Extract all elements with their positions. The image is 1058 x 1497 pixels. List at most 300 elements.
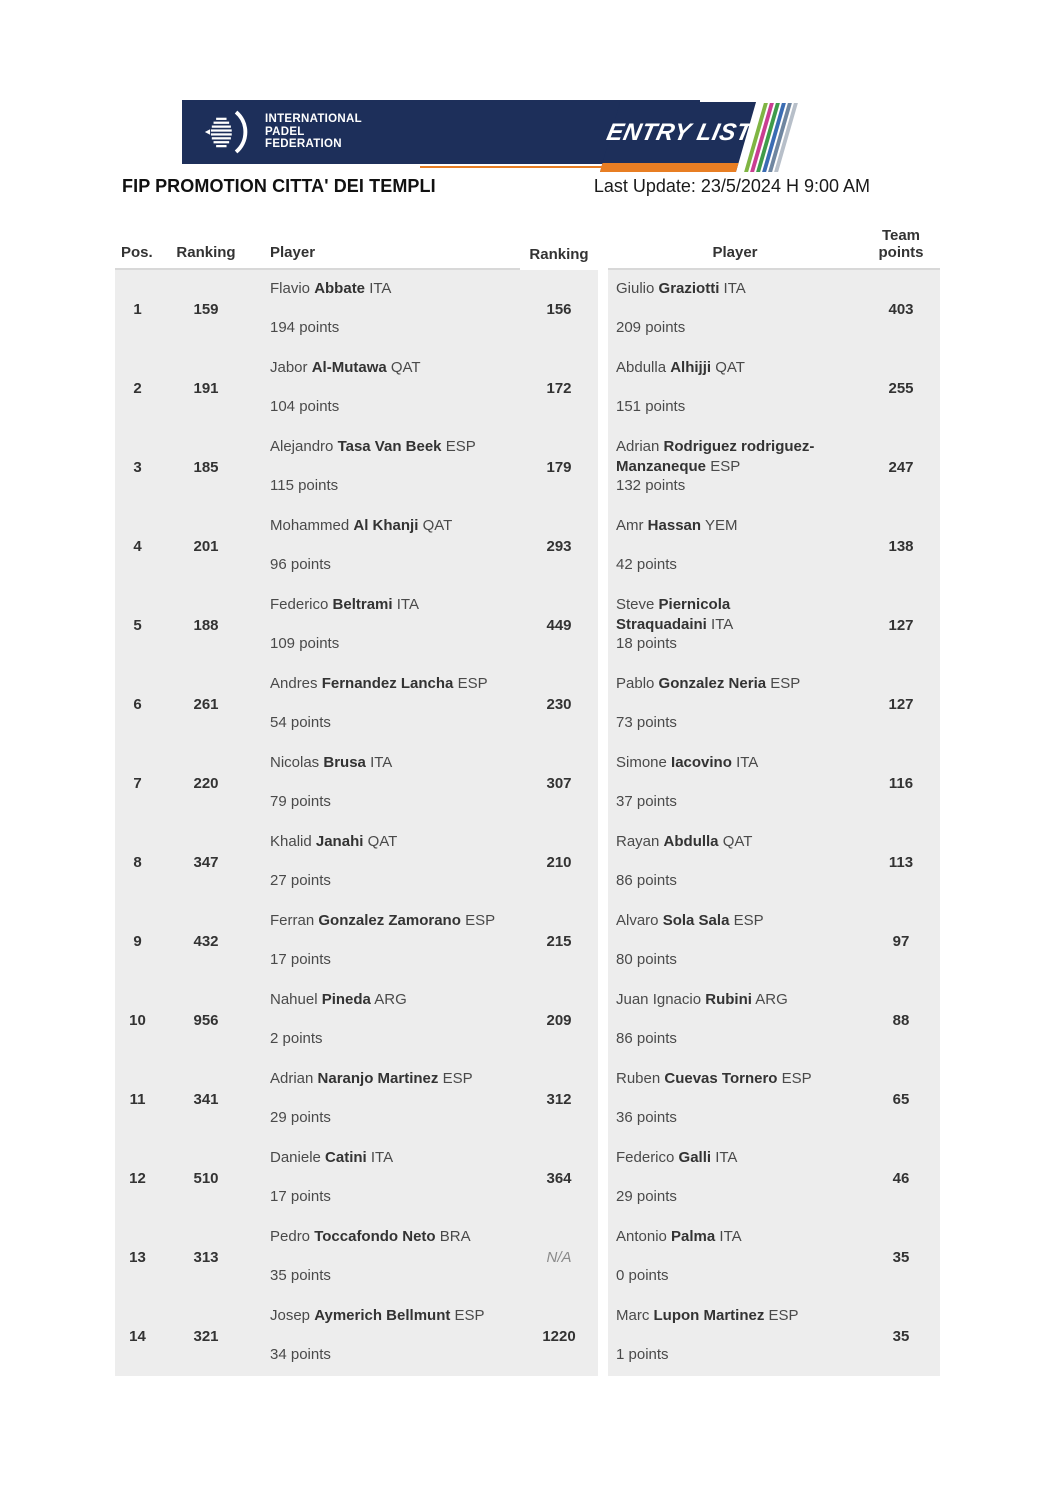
ranking-cell-left: [160, 507, 252, 586]
position-value: 2: [133, 380, 142, 397]
ranking-cell-left: [160, 1218, 252, 1297]
first-name: Ruben: [616, 1070, 661, 1087]
player-name-right: [616, 595, 821, 635]
ranking-value-left: 510: [193, 1170, 219, 1187]
player-cell-right: [608, 1139, 862, 1218]
position-cell: [115, 428, 160, 507]
last-name: Alhijji: [670, 359, 712, 376]
country-code: ITA: [396, 596, 419, 613]
last-name: Abbate: [314, 280, 366, 297]
country-code: ARG: [755, 991, 788, 1008]
ranking-cell-left: [160, 665, 252, 744]
table-row: [115, 1139, 940, 1218]
team-points-value: 35: [892, 1328, 910, 1345]
player-name-right: [616, 753, 821, 773]
logo-line-3: FEDERATION: [265, 138, 342, 151]
player-cell-left: [252, 744, 520, 823]
country-code: ITA: [723, 280, 746, 297]
player-name-right: [616, 674, 821, 694]
player-points-left: 17 points: [270, 951, 331, 968]
last-name: Janahi: [315, 833, 364, 850]
country-code: QAT: [390, 359, 421, 376]
entry-table: [115, 222, 940, 1376]
last-name: Rubini: [705, 991, 752, 1008]
player-name-left: [270, 279, 512, 299]
team-points-cell: [862, 1060, 940, 1139]
header-pos: Pos.: [115, 222, 160, 270]
page-title: FIP PROMOTION CITTA' DEI TEMPLI: [122, 176, 436, 196]
last-name: Palma: [671, 1228, 716, 1245]
player-points-left: 17 points: [270, 1188, 331, 1205]
position-cell: [115, 586, 160, 665]
player-name-left: [270, 753, 512, 773]
player-cell-right: [608, 665, 862, 744]
team-points-value: 46: [892, 1170, 910, 1187]
table-row: [115, 744, 940, 823]
player-points-right: 86 points: [616, 1030, 677, 1047]
player-name-left: [270, 437, 512, 457]
last-name: Graziotti: [658, 280, 720, 297]
player-cell-right: [608, 1297, 862, 1376]
last-name: Rodriguez rodriguez-Manzaneque: [616, 438, 815, 475]
team-points-value: 35: [892, 1249, 910, 1266]
ranking-value-left: 220: [193, 775, 219, 792]
player-cell-left: [252, 428, 520, 507]
team-points-value: 97: [892, 933, 910, 950]
player-cell-right: [608, 902, 862, 981]
first-name: Alejandro: [270, 438, 334, 455]
position-cell: [115, 1297, 160, 1376]
table-row: [115, 586, 940, 665]
position-value: 10: [129, 1012, 146, 1029]
first-name: Giulio: [616, 280, 655, 297]
ranking-cell-right: [520, 981, 598, 1060]
ranking-cell-right: [520, 507, 598, 586]
team-points-value: 65: [892, 1091, 910, 1108]
last-name: Pineda: [321, 991, 371, 1008]
ranking-value-right: 364: [546, 1170, 572, 1187]
ranking-cell-left: [160, 270, 252, 349]
player-name-left: [270, 1069, 512, 1089]
player-points-left: 35 points: [270, 1267, 331, 1284]
last-name: Tasa Van Beek: [337, 438, 442, 455]
team-points-cell: [862, 744, 940, 823]
first-name: Ferran: [270, 912, 315, 929]
column-gutter: [598, 270, 608, 349]
first-name: Abdulla: [616, 359, 667, 376]
first-name: Flavio: [270, 280, 311, 297]
player-name-left: [270, 990, 512, 1010]
position-cell: [115, 270, 160, 349]
player-name-left: [270, 358, 512, 378]
country-code: ESP: [733, 912, 764, 929]
first-name: Josep: [270, 1307, 311, 1324]
position-cell: [115, 1060, 160, 1139]
team-points-cell: [862, 665, 940, 744]
ranking-value-left: 347: [193, 854, 219, 871]
column-gutter: [598, 744, 608, 823]
ranking-value-right: 172: [546, 380, 572, 397]
country-code: ITA: [719, 1228, 742, 1245]
last-name: Al Khanji: [353, 517, 419, 534]
position-cell: [115, 902, 160, 981]
team-points-value: 116: [888, 775, 914, 792]
banner-underline: [420, 166, 612, 168]
ranking-cell-left: [160, 349, 252, 428]
country-code: ESP: [442, 1070, 473, 1087]
fip-logo-icon: [204, 109, 256, 155]
first-name: Pablo: [616, 675, 655, 692]
position-value: 4: [133, 538, 142, 555]
player-cell-left: [252, 902, 520, 981]
player-cell-left: [252, 586, 520, 665]
table-row: [115, 1218, 940, 1297]
player-cell-left: [252, 507, 520, 586]
team-points-value: 88: [892, 1012, 910, 1029]
position-value: 3: [133, 459, 142, 476]
player-cell-left: [252, 981, 520, 1060]
table-row: [115, 428, 940, 507]
ranking-cell-left: [160, 902, 252, 981]
position-cell: [115, 744, 160, 823]
ranking-cell-right: [520, 1218, 598, 1297]
ranking-value-right: 312: [546, 1091, 572, 1108]
team-points-cell: [862, 586, 940, 665]
player-name-left: [270, 1148, 512, 1168]
position-value: 7: [133, 775, 142, 792]
team-points-cell: [862, 902, 940, 981]
team-points-cell: [862, 1297, 940, 1376]
last-name: Al-Mutawa: [311, 359, 387, 376]
ranking-cell-right: [520, 1060, 598, 1139]
header-team-points: [862, 222, 940, 270]
team-points-value: 255: [888, 380, 914, 397]
column-gutter: [598, 665, 608, 744]
player-cell-right: [608, 270, 862, 349]
first-name: Nahuel: [270, 991, 318, 1008]
column-gutter: [598, 349, 608, 428]
fip-logo-wordmark: [265, 113, 362, 150]
team-points-value: 127: [888, 696, 914, 713]
player-cell-left: [252, 665, 520, 744]
country-code: ESP: [768, 1307, 799, 1324]
first-name: Amr: [616, 517, 644, 534]
column-gutter: [598, 586, 608, 665]
ranking-cell-left: [160, 744, 252, 823]
ranking-value-left: 313: [193, 1249, 219, 1266]
column-gutter: [598, 507, 608, 586]
player-points-right: 132 points: [616, 477, 686, 494]
ranking-value-right: N/A: [546, 1249, 572, 1266]
player-name-right: [616, 1148, 821, 1168]
team-points-cell: [862, 349, 940, 428]
player-name-right: [616, 990, 821, 1010]
table-row: [115, 665, 940, 744]
player-points-right: 36 points: [616, 1109, 677, 1126]
ranking-cell-left: [160, 586, 252, 665]
table-row: [115, 823, 940, 902]
ranking-cell-left: [160, 1060, 252, 1139]
first-name: Adrian: [616, 438, 660, 455]
player-name-right: [616, 437, 821, 477]
position-cell: [115, 665, 160, 744]
player-points-left: 29 points: [270, 1109, 331, 1126]
last-name: Sola Sala: [662, 912, 730, 929]
team-points-cell: [862, 507, 940, 586]
player-cell-right: [608, 981, 862, 1060]
team-points-value: 127: [888, 617, 914, 634]
last-name: Catini: [325, 1149, 367, 1166]
first-name: Juan Ignacio: [616, 991, 702, 1008]
country-code: ESP: [454, 1307, 485, 1324]
player-cell-right: [608, 586, 862, 665]
ranking-cell-right: [520, 665, 598, 744]
country-code: YEM: [704, 517, 738, 534]
column-gutter: [598, 1060, 608, 1139]
header-player-left: Player: [252, 222, 520, 270]
first-name: Marc: [616, 1307, 650, 1324]
player-points-right: 209 points: [616, 319, 686, 336]
player-name-left: [270, 1306, 512, 1326]
country-code: ITA: [715, 1149, 738, 1166]
player-name-right: [616, 1227, 821, 1247]
first-name: Jabor: [270, 359, 308, 376]
country-code: ESP: [710, 458, 741, 475]
last-name: Fernandez Lancha: [321, 675, 454, 692]
player-cell-left: [252, 1139, 520, 1218]
ranking-cell-right: [520, 744, 598, 823]
header-team-line1: Team: [881, 226, 921, 244]
country-code: QAT: [422, 517, 453, 534]
table-row: [115, 1060, 940, 1139]
player-cell-left: [252, 349, 520, 428]
ranking-value-left: 191: [193, 380, 219, 397]
player-points-right: 1 points: [616, 1346, 669, 1363]
player-points-left: 79 points: [270, 793, 331, 810]
country-code: QAT: [715, 359, 745, 376]
player-points-right: 42 points: [616, 556, 677, 573]
header-ranking-left: Ranking: [160, 222, 252, 270]
first-name: Daniele: [270, 1149, 321, 1166]
last-update: Last Update: 23/5/2024 H 9:00 AM: [593, 176, 870, 196]
table-row: [115, 507, 940, 586]
ranking-value-left: 956: [193, 1012, 219, 1029]
player-cell-right: [608, 823, 862, 902]
player-points-left: 34 points: [270, 1346, 331, 1363]
ranking-value-left: 188: [193, 617, 219, 634]
player-cell-right: [608, 744, 862, 823]
last-name: Naranjo Martinez: [317, 1070, 439, 1087]
position-value: 13: [129, 1249, 146, 1266]
country-code: ITA: [370, 754, 393, 771]
entry-list-banner: [600, 102, 756, 172]
ranking-cell-right: [520, 270, 598, 349]
player-points-left: 194 points: [270, 319, 340, 336]
player-cell-right: [608, 1218, 862, 1297]
player-name-right: [616, 1306, 821, 1326]
logo-line-2: PADEL: [265, 125, 305, 138]
position-cell: [115, 349, 160, 428]
player-points-right: 86 points: [616, 872, 677, 889]
country-code: ESP: [781, 1070, 812, 1087]
country-code: ITA: [711, 616, 734, 633]
country-code: BRA: [439, 1228, 471, 1245]
player-points-right: 0 points: [616, 1267, 669, 1284]
ranking-value-right: 230: [546, 696, 572, 713]
player-cell-left: [252, 270, 520, 349]
first-name: Steve: [616, 596, 655, 613]
player-name-right: [616, 279, 821, 299]
column-gutter: [598, 1139, 608, 1218]
position-value: 9: [133, 933, 142, 950]
ranking-value-right: 156: [546, 301, 572, 318]
player-cell-right: [608, 349, 862, 428]
column-gutter: [598, 823, 608, 902]
ranking-value-left: 159: [193, 301, 219, 318]
last-name: Piernicola Straquadaini: [616, 596, 731, 633]
team-points-cell: [862, 428, 940, 507]
first-name: Pedro: [270, 1228, 311, 1245]
first-name: Federico: [616, 1149, 675, 1166]
ranking-value-right: 1220: [542, 1328, 576, 1345]
table-body: [115, 270, 940, 1376]
country-code: ESP: [770, 675, 801, 692]
player-cell-left: [252, 1297, 520, 1376]
last-name: Hassan: [647, 517, 702, 534]
player-cell-right: [608, 1060, 862, 1139]
ranking-value-right: 215: [546, 933, 572, 950]
country-code: ARG: [374, 991, 407, 1008]
last-name: Iacovino: [671, 754, 732, 771]
position-cell: [115, 507, 160, 586]
ranking-cell-right: [520, 823, 598, 902]
ranking-cell-right: [520, 349, 598, 428]
player-points-left: 109 points: [270, 635, 340, 652]
column-gutter: [598, 1297, 608, 1376]
player-points-left: 2 points: [270, 1030, 323, 1047]
header-player-right: Player: [608, 222, 862, 270]
position-value: 6: [133, 696, 142, 713]
player-cell-left: [252, 823, 520, 902]
first-name: Alvaro: [616, 912, 659, 929]
ranking-cell-right: [520, 902, 598, 981]
ranking-value-right: 449: [546, 617, 572, 634]
first-name: Nicolas: [270, 754, 320, 771]
position-value: 5: [133, 617, 142, 634]
player-points-left: 27 points: [270, 872, 331, 889]
position-value: 8: [133, 854, 142, 871]
first-name: Khalid: [270, 833, 312, 850]
ranking-value-left: 321: [193, 1328, 219, 1345]
player-name-right: [616, 358, 821, 378]
player-points-right: 151 points: [616, 398, 686, 415]
table-row: [115, 349, 940, 428]
first-name: Mohammed: [270, 517, 350, 534]
ranking-cell-right: [520, 1139, 598, 1218]
column-gutter: [598, 902, 608, 981]
country-code: ESP: [445, 438, 476, 455]
player-points-right: 18 points: [616, 635, 677, 652]
header-gutter: [598, 222, 608, 270]
country-code: QAT: [722, 833, 753, 850]
country-code: ITA: [736, 754, 759, 771]
player-name-right: [616, 1069, 821, 1089]
ranking-value-right: 209: [546, 1012, 572, 1029]
column-gutter: [598, 981, 608, 1060]
position-value: 11: [129, 1091, 146, 1108]
team-points-value: 138: [888, 538, 914, 555]
team-points-value: 247: [888, 459, 914, 476]
player-points-right: 80 points: [616, 951, 677, 968]
ranking-value-left: 201: [193, 538, 219, 555]
team-points-cell: [862, 1139, 940, 1218]
last-name: Lupon Martinez: [653, 1307, 765, 1324]
player-name-left: [270, 595, 512, 615]
position-value: 1: [133, 301, 142, 318]
position-value: 14: [129, 1328, 146, 1345]
player-cell-left: [252, 1218, 520, 1297]
player-points-right: 37 points: [616, 793, 677, 810]
position-cell: [115, 1139, 160, 1218]
country-code: ESP: [457, 675, 488, 692]
ranking-value-left: 432: [193, 933, 219, 950]
ranking-value-right: 179: [546, 459, 572, 476]
first-name: Andres: [270, 675, 318, 692]
title-row: [122, 176, 870, 197]
player-points-right: 73 points: [616, 714, 677, 731]
team-points-cell: [862, 823, 940, 902]
ranking-cell-right: [520, 1297, 598, 1376]
first-name: Adrian: [270, 1070, 314, 1087]
player-name-left: [270, 674, 512, 694]
last-name: Gonzalez Zamorano: [318, 912, 461, 929]
first-name: Simone: [616, 754, 667, 771]
first-name: Rayan: [616, 833, 660, 850]
ranking-cell-right: [520, 586, 598, 665]
table-header-row: [115, 222, 940, 270]
ranking-cell-left: [160, 823, 252, 902]
table-row: [115, 1297, 940, 1376]
player-name-right: [616, 832, 821, 852]
player-points-right: 29 points: [616, 1188, 677, 1205]
header-team-line2: points: [878, 243, 924, 261]
last-name: Toccafondo Neto: [314, 1228, 436, 1245]
position-value: 12: [129, 1170, 146, 1187]
last-name: Aymerich Bellmunt: [314, 1307, 451, 1324]
player-cell-left: [252, 1060, 520, 1139]
country-code: ESP: [465, 912, 496, 929]
player-points-left: 96 points: [270, 556, 331, 573]
last-name: Brusa: [323, 754, 366, 771]
position-cell: [115, 981, 160, 1060]
player-name-left: [270, 516, 512, 536]
team-points-cell: [862, 981, 940, 1060]
logo-line-1: INTERNATIONAL: [265, 113, 362, 126]
country-code: ITA: [370, 1149, 394, 1166]
ranking-value-left: 185: [193, 459, 219, 476]
table-row: [115, 270, 940, 349]
column-gutter: [598, 428, 608, 507]
player-name-left: [270, 911, 512, 931]
player-name-right: [616, 911, 821, 931]
table-row: [115, 902, 940, 981]
entry-list-label: ENTRY LIST: [604, 118, 755, 146]
team-points-cell: [862, 270, 940, 349]
team-points-value: 403: [888, 301, 914, 318]
player-points-left: 54 points: [270, 714, 331, 731]
team-points-value: 113: [888, 854, 914, 871]
ranking-cell-left: [160, 981, 252, 1060]
